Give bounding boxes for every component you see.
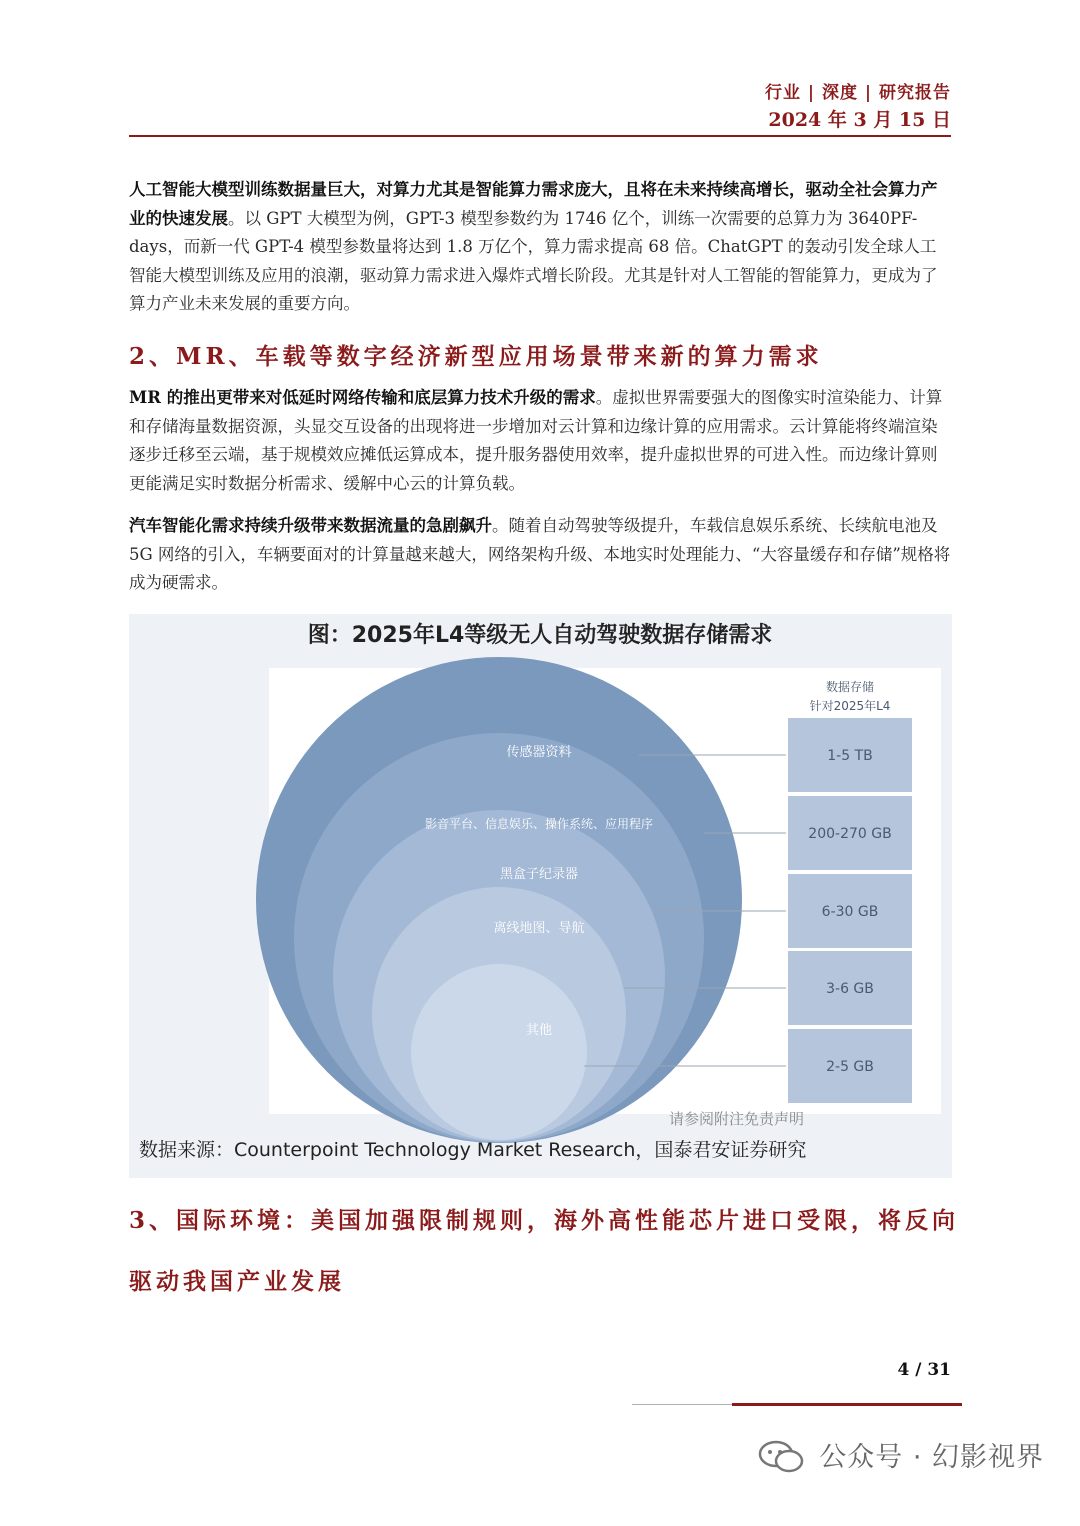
storage-value-5: 2-5 GB bbox=[826, 1059, 874, 1075]
page-number: 4 / 31 bbox=[897, 1360, 951, 1380]
header-category: 行业 | 深度 | 研究报告 bbox=[764, 83, 951, 103]
storage-value-1: 1-5 TB bbox=[827, 748, 873, 764]
ring-label-sensor: 传感器资料 bbox=[506, 745, 572, 760]
ring-label-map: 离线地图、导航 bbox=[493, 921, 585, 936]
paragraph-1-lead: 人工智能大模型训练数据量巨大，对算力尤其是智能算力需求庞大，且将在未来持续高增长，驱动全社会算力产业的快速发展 bbox=[129, 180, 938, 228]
footer-rule-thick bbox=[732, 1403, 962, 1406]
paragraph-3 bbox=[129, 512, 951, 598]
section-3-heading: 3、国际环境：美国加强限制规则，海外高性能芯片进口受限，将反向驱动我国产业发展 bbox=[129, 1207, 960, 1295]
storage-value-3: 6-30 GB bbox=[821, 904, 879, 920]
storage-column-header-1: 数据存储 bbox=[825, 680, 875, 694]
paragraph-3-lead: 汽车智能化需求持续升级带来数据流量的急剧飙升 bbox=[129, 516, 492, 535]
footer-rule-thin bbox=[632, 1404, 732, 1405]
storage-column-header-2: 针对2025年L4 bbox=[809, 699, 891, 713]
paragraph-2-body: 。虚拟世界需要强大的图像实时渲染能力、计算和存储海量数据资源，头显交互设备的出现将进一步增加对云计算和边缘计算的应用需求。云计算能将终端渲染逐步迁移至云端，基于规模效应摊低运算成本，提升服务器使用效率，提升虚拟世界的可进入性。而边缘计算则更能满足实时数据分析需求、缓解中心云的计算负载。 bbox=[129, 388, 943, 493]
ring-label-blackbox: 黑盒子纪录器 bbox=[499, 867, 579, 882]
paragraph-1-body: 。以 GPT 大模型为例，GPT-3 模型参数约为 1746 亿个，训练一次需要的总算力为 3640PF-days，而新一代 GPT-4 模型参数量将达到 1.8 万亿个，算力需求提高 68 倍。ChatGPT 的轰动引发全球人工智能大模型训练及应用的浪潮，驱动算力需求进入爆炸式增长阶段。尤其是针对人工智能的智能算力，更成为了算力产业未来发展的重要方向。 bbox=[129, 208, 938, 313]
storage-figure bbox=[129, 614, 952, 1178]
storage-value-4: 3-6 GB bbox=[826, 981, 874, 997]
paragraph-3-body: 。随着自动驾驶等级提升，车载信息娱乐系统、长续航电池及 5G 网络的引入，车辆要面对的计算量越来越大，网络架构升级、本地实时处理能力、“大容量缓存和存储”规格将成为硬需求。 bbox=[129, 516, 951, 592]
paragraph-2 bbox=[129, 384, 951, 498]
storage-value-2: 200-270 GB bbox=[808, 826, 892, 842]
ring-label-infotainment: 影音平台、信息娱乐、操作系统、应用程序 bbox=[424, 817, 654, 831]
figure-title: 图：2025年L4等级无人自动驾驶数据存储需求 bbox=[307, 623, 773, 648]
figure-source: 数据来源：Counterpoint Technology Market Research，国泰君安证券研究 bbox=[139, 1139, 807, 1161]
ring-label-other: 其他 bbox=[525, 1023, 553, 1038]
storage-diagram bbox=[129, 614, 952, 1178]
ring-other bbox=[411, 964, 587, 1140]
wechat-icon bbox=[758, 1440, 804, 1474]
paragraph-2-lead: MR 的推出更带来对低延时网络传输和底层算力技术升级的需求 bbox=[129, 388, 596, 407]
watermark-text: 公众号 · 幻影视界 bbox=[819, 1442, 1044, 1473]
header-rule bbox=[129, 135, 951, 137]
figure-disclaimer: 请参阅附注免责声明 bbox=[669, 1110, 805, 1128]
paragraph-1 bbox=[129, 176, 951, 319]
section-2-heading: 2、MR、车载等数字经济新型应用场景带来新的算力需求 bbox=[129, 343, 823, 370]
header-date: 2024 年 3 月 15 日 bbox=[768, 109, 951, 131]
